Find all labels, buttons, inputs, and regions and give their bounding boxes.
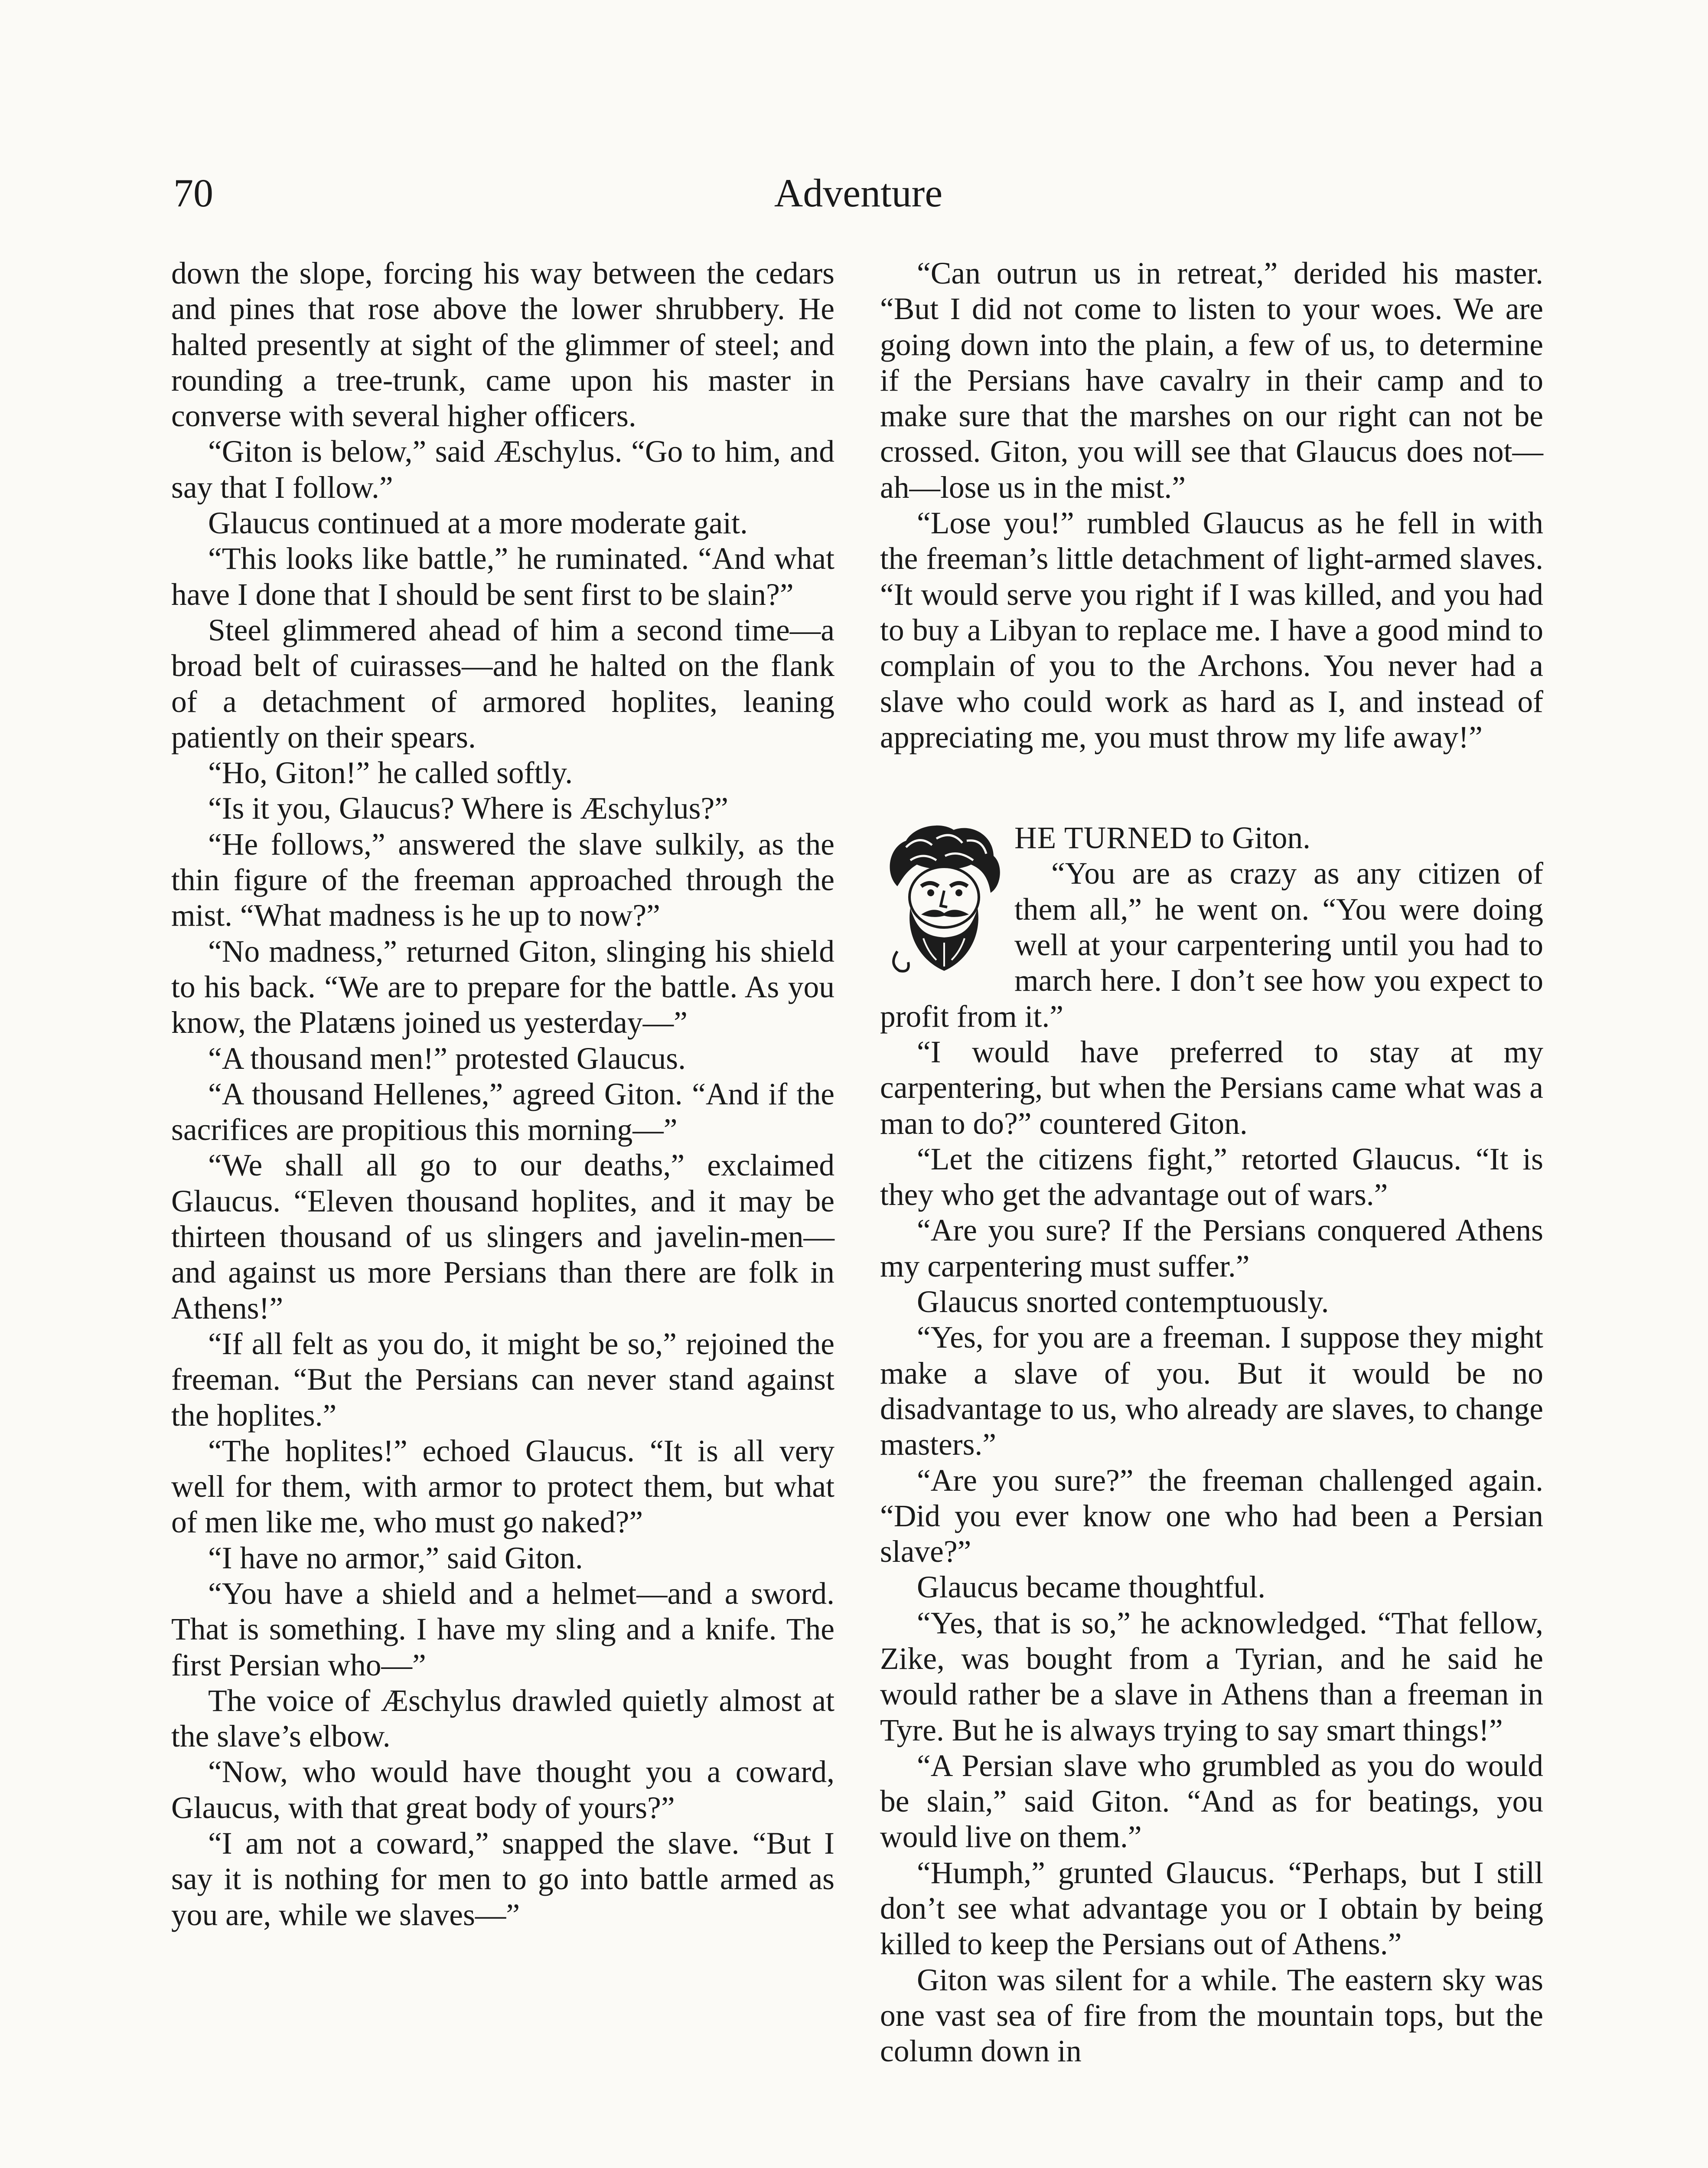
paragraph: “I am not a coward,” snapped the slave. “But I say it is nothing for men to go into battle armed as you are, while we slaves—” (171, 1826, 834, 1932)
paragraph: “Lose you!” rumbled Glaucus as he fell in with the freeman’s little detachment of light-armed slaves. “It would serve you right if I was killed, and you had to buy a Libyan to replace me. I have a good mind to complain of you to the Archons. You never had a slave who could work as hard as I, and instead of appreciating me, you must throw my life away!” (880, 506, 1543, 754)
paragraph: Glaucus snorted contemptuously. (917, 1285, 1329, 1319)
paragraph: “This looks like battle,” he ruminated. “And what have I done that I should be sent first to be slain?” (171, 542, 834, 612)
paragraph: “Can outrun us in retreat,” derided his master. “But I did not come to listen to your woes. We are going down into the plain, a few of us, to determine if the Persians have cavalry in their camp and to make sure that the marshes on our right can not be crossed. Giton, you will see that Glaucus does not—ah—lose us in the mist.” (880, 256, 1543, 505)
paragraph: Giton was silent for a while. The eastern sky was one vast sea of fire from the mountain tops, but the column down in (880, 1962, 1543, 2069)
lead-smallcaps: HE TURNED (1014, 821, 1193, 855)
paragraph: “Humph,” grunted Glaucus. “Perhaps, but I still don’t see what advantage you or I obtain by being killed to keep the Persians out of Athens.” (880, 1855, 1543, 1962)
paragraph: “Is it you, Glaucus? Where is Æschylus?” (208, 791, 728, 826)
paragraph: down the slope, forcing his way between the cedars and pines that rose above the lower shrubbery. He halted presently at sight of the glimmer of steel; and rounding a tree-trunk, came upon his master in converse with several higher officers. (171, 256, 834, 434)
paragraph: “I would have preferred to stay at my carpentering, but when the Persians came what was a man to do?” countered Giton. (880, 1035, 1543, 1141)
right-column-bottom (880, 856, 1543, 2069)
paragraph: “Let the citizens fight,” retorted Glaucus. “It is they who get the advantage out of wars.” (880, 1142, 1543, 1212)
paragraph: “A thousand men!” protested Glaucus. (208, 1041, 686, 1076)
paragraph: “You are as crazy as any citizen of them all,” he went on. “You were doing well at your carpentering until you had to march here. I don’t see how you expect to profit from it.” (880, 856, 1543, 1034)
paragraph: “Giton is below,” said Æschylus. “Go to him, and say that I follow.” (171, 434, 834, 505)
paragraph: “A Persian slave who grumbled as you do would be slain,” said Giton. “And as for beatings, you would live on them.” (880, 1748, 1543, 1855)
paragraph: Steel glimmered ahead of him a second time—a broad belt of cuirasses—and he halted on the flank of a detachment of armored hoplites, leaning patiently on their spears. (171, 613, 834, 754)
page-number: 70 (173, 171, 213, 215)
paragraph: “We shall all go to our deaths,” exclaimed Glaucus. “Eleven thousand hoplites, and it may be thirteen thousand of us slingers and javelin-men—and against us more Persians than there are folk in Athens!” (171, 1148, 834, 1326)
right-column (880, 256, 1543, 2070)
paragraph: Glaucus continued at a more moderate gait. (208, 506, 748, 541)
paragraph: “Yes, that is so,” he acknowledged. “That fellow, Zike, was bought from a Tyrian, and he said he would rather be a slave in Athens than a freeman in Tyre. But he is always trying to say smart things!” (880, 1606, 1543, 1747)
bearded-head-icon (880, 821, 1006, 982)
running-title: Adventure (774, 171, 943, 215)
paragraph: “Are you sure?” the freeman challenged again. “Did you ever know one who had been a Persian slave?” (880, 1463, 1543, 1569)
paragraph: “No madness,” returned Giton, slinging his shield to his back. “We are to prepare for the battle. As you know, the Platæns joined us yesterday—” (171, 934, 834, 1040)
paragraph: “The hoplites!” echoed Glaucus. “It is all very well for them, with armor to protect them, but what of men like me, who must go naked?” (171, 1433, 834, 1540)
section-lead-paragraph (880, 820, 1543, 856)
paragraph: “Yes, for you are a freeman. I suppose they might make a slave of you. But it would be no disadvantage to us, who already are slaves, to change masters.” (880, 1320, 1543, 1462)
paragraph: “A thousand Hellenes,” agreed Giton. “And if the sacrifices are propitious this morning—” (171, 1077, 834, 1147)
paragraph: “He follows,” answered the slave sulkily, as the thin figure of the freeman approached through the mist. “What madness is he up to now?” (171, 827, 834, 933)
paragraph: Glaucus became thoughtful. (917, 1570, 1266, 1605)
paragraph: “I have no armor,” said Giton. (208, 1541, 583, 1575)
paragraph: “You have a shield and a helmet—and a sword. That is something. I have my sling and a knife. The first Persian who—” (171, 1576, 834, 1682)
paragraph: The voice of Æschylus drawled quietly almost at the slave’s elbow. (171, 1683, 834, 1754)
paragraph: “If all felt as you do, it might be so,” rejoined the freeman. “But the Persians can never stand against the hoplites.” (171, 1326, 834, 1433)
left-column (171, 256, 834, 1933)
paragraph: “Now, who would have thought you a coward, Glaucus, with that great body of yours?” (171, 1755, 834, 1825)
paragraph: “Are you sure? If the Persians conquered Athens my carpentering must suffer.” (880, 1213, 1543, 1283)
paragraph: “Ho, Giton!” he called softly. (208, 756, 573, 790)
right-column-top (880, 256, 1543, 755)
page-header (173, 163, 1543, 223)
lead-rest: to Giton. (1192, 821, 1310, 855)
